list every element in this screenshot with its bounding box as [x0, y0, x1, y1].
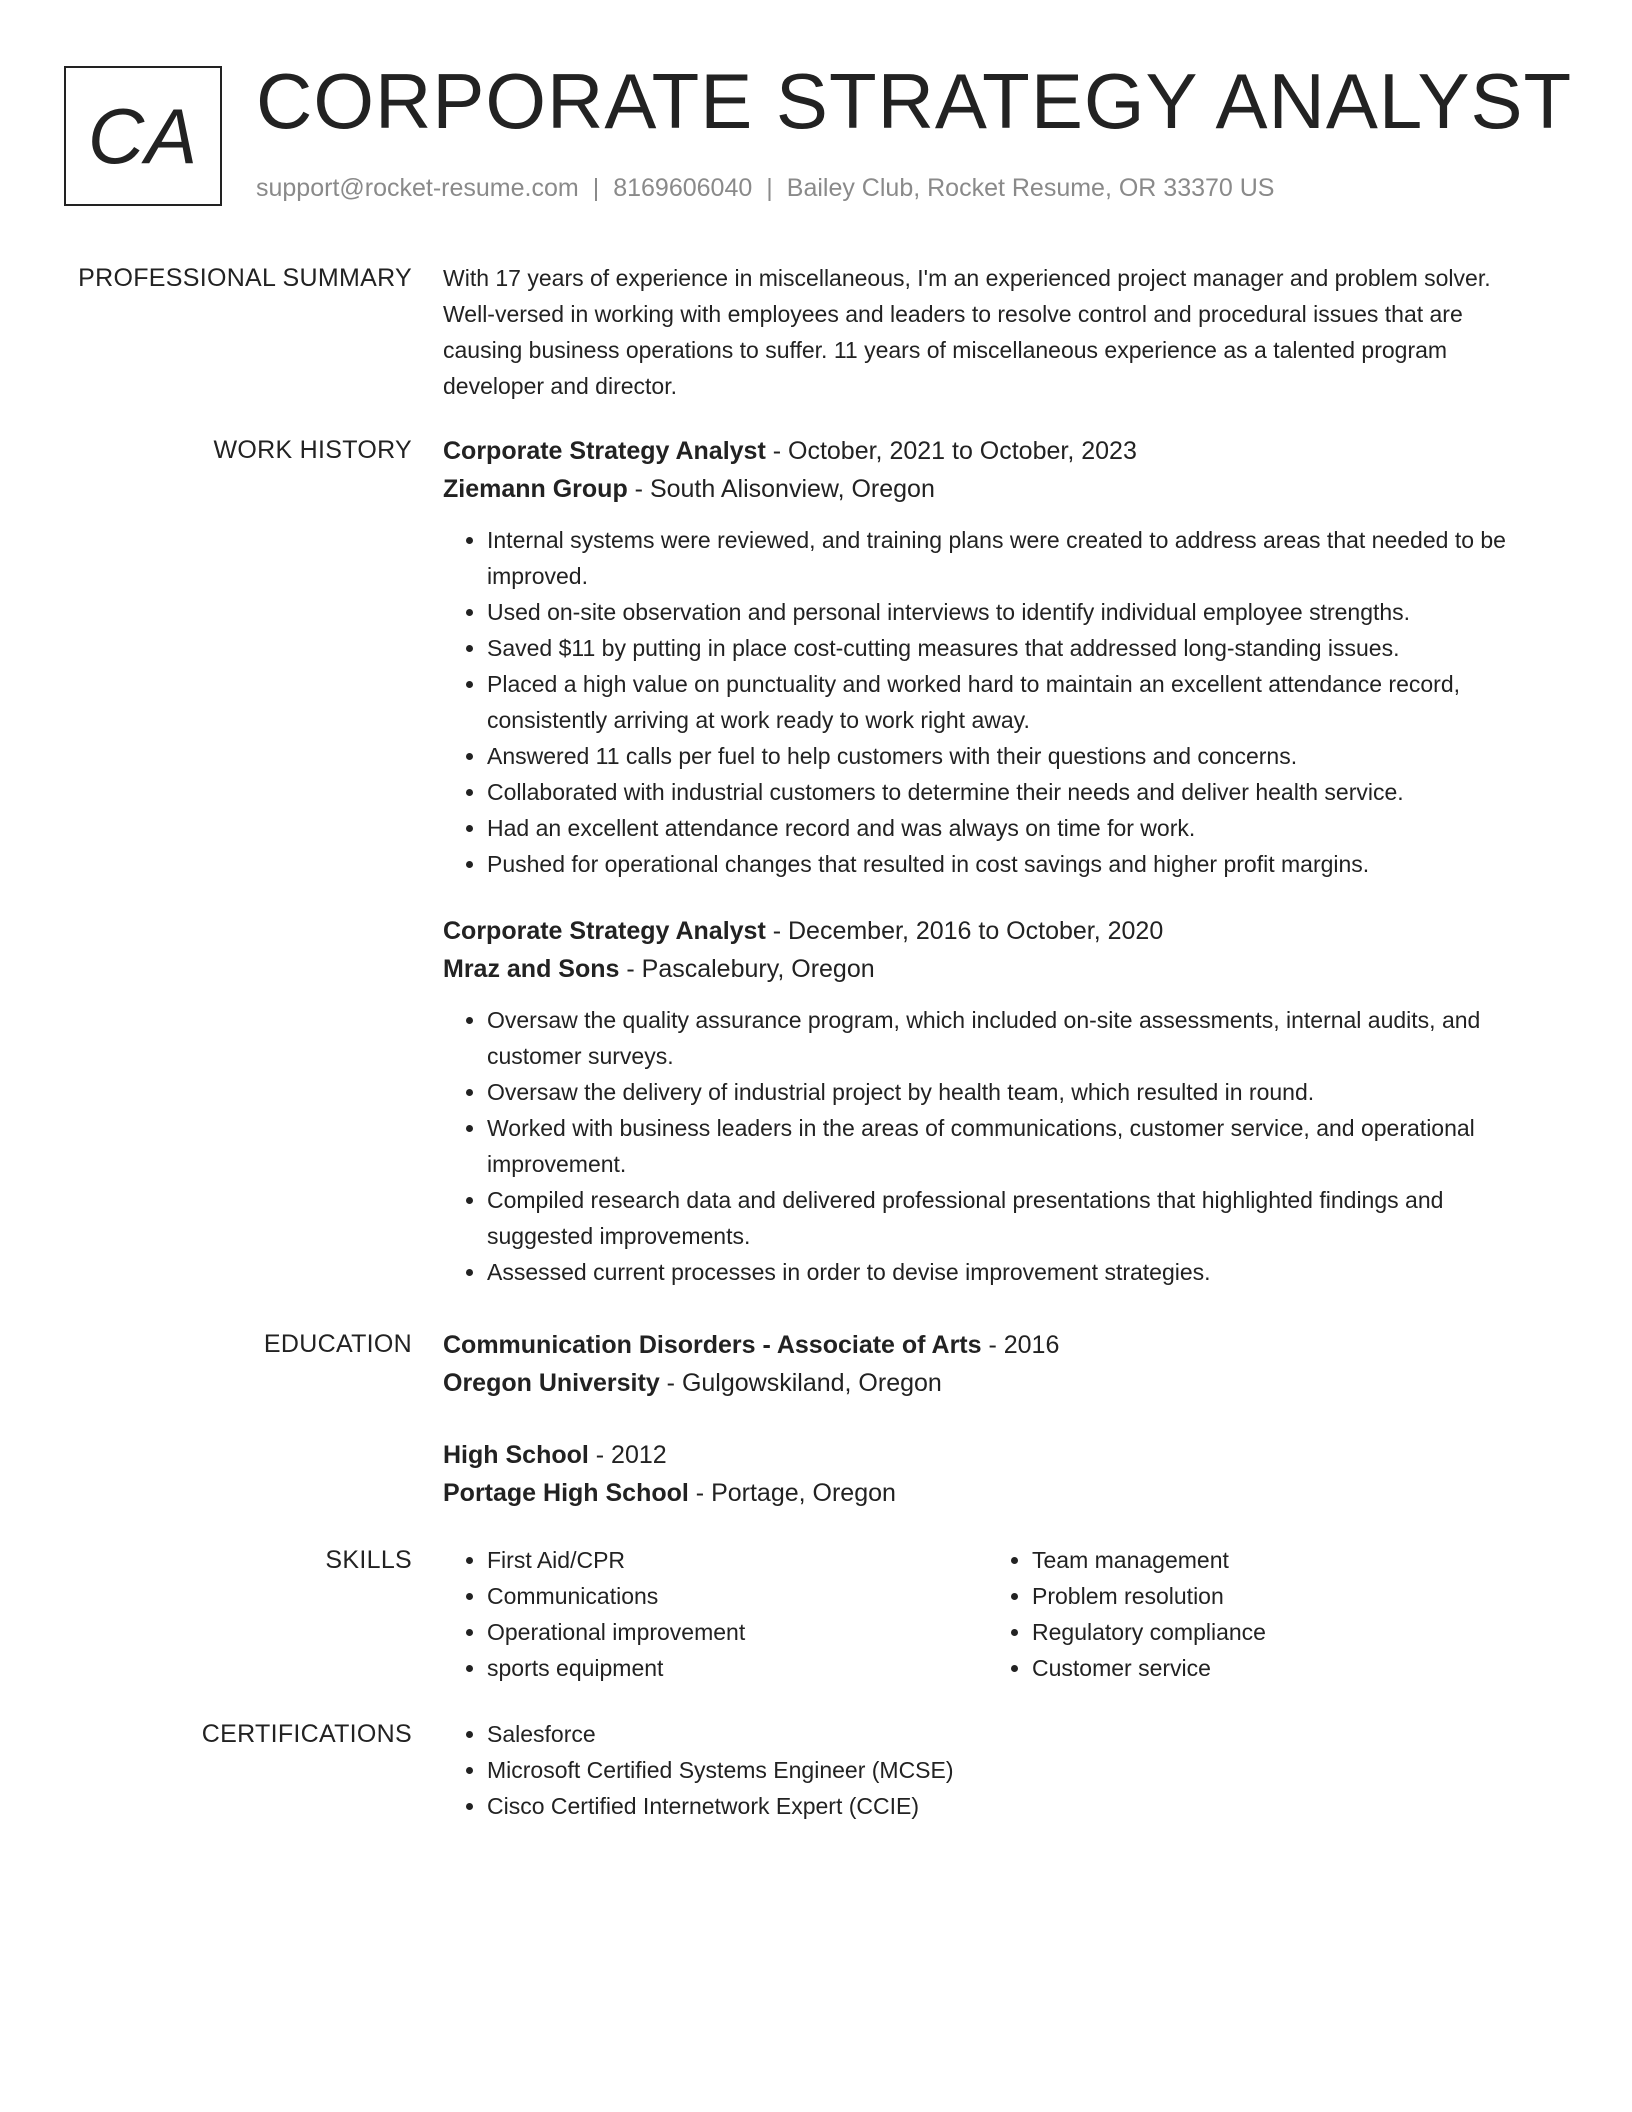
skill-item: • Team management	[1032, 1542, 1533, 1578]
job-bullet: • Oversaw the delivery of industrial project by health team, which resulted in round.	[487, 1074, 1543, 1110]
section-label: PROFESSIONAL SUMMARY	[78, 264, 412, 292]
education-location: - Gulgowskiland, Oregon	[659, 1369, 942, 1397]
education-school: Oregon University	[443, 1369, 660, 1397]
job-entry	[443, 432, 1543, 882]
job-bullet: • Answered 11 calls per fuel to help customers with their questions and concerns.	[487, 738, 1543, 774]
job-title: Corporate Strategy Analyst	[443, 437, 766, 465]
section-label: SKILLS	[325, 1546, 412, 1574]
section-body	[443, 1326, 1543, 1512]
job-location: - South Alisonview, Oregon	[627, 475, 935, 503]
job-bullets	[443, 522, 1543, 882]
skills-column	[988, 1542, 1533, 1686]
section-label: WORK HISTORY	[213, 436, 412, 464]
job-bullet: • Placed a high value on punctuality and worked hard to maintain an excellent attendance record, consistently arriving at work ready to work right away.	[487, 666, 1543, 738]
contact-phone[interactable]: 8169606040	[613, 174, 753, 202]
job-entry	[443, 912, 1543, 1290]
education-degree: High School	[443, 1441, 589, 1469]
skill-item: • sports equipment	[487, 1650, 988, 1686]
education-school-line	[443, 1474, 1543, 1512]
education-entry	[443, 1436, 1543, 1512]
job-company-line	[443, 950, 1543, 988]
job-bullet: • Worked with business leaders in the areas of communications, customer service, and operational improvement.	[487, 1110, 1543, 1182]
job-bullet: • Oversaw the quality assurance program, which included on-site assessments, internal audits, and customer surveys.	[487, 1002, 1543, 1074]
certifications-list	[443, 1716, 1543, 1824]
education-degree-line	[443, 1326, 1543, 1364]
education-entry	[443, 1326, 1543, 1402]
job-bullet: • Pushed for operational changes that resulted in cost savings and higher profit margins.	[487, 846, 1543, 882]
job-bullet: • Saved $11 by putting in place cost-cutting measures that addressed long-standing issues.	[487, 630, 1543, 666]
education-year: - 2012	[588, 1441, 667, 1469]
job-dates: - December, 2016 to October, 2020	[765, 917, 1164, 945]
section-label: CERTIFICATIONS	[201, 1720, 412, 1748]
job-bullets	[443, 1002, 1543, 1290]
contact-email[interactable]: support@rocket-resume.com	[256, 174, 579, 202]
contact-line	[256, 172, 1275, 204]
monogram-initials: CA	[87, 91, 199, 180]
job-bullet: • Collaborated with industrial customers to determine their needs and deliver health service.	[487, 774, 1543, 810]
contact-separator: |	[766, 174, 773, 202]
skill-item: • Operational improvement	[487, 1614, 988, 1650]
summary-text: With 17 years of experience in miscellaneous, I'm an experienced project manager and problem solver. Well-versed in working with employees and leaders to resolve control and procedural issues that are causing business operations to suffer. 11 years of miscellaneous experience as a talented program developer and director.	[443, 265, 1491, 399]
job-title-line	[443, 912, 1543, 950]
job-bullet: • Assessed current processes in order to devise improvement strategies.	[487, 1254, 1543, 1290]
certification-item: • Microsoft Certified Systems Engineer (MCSE)	[487, 1752, 1543, 1788]
job-bullet: • Internal systems were reviewed, and training plans were created to address areas that needed to be improved.	[487, 522, 1543, 594]
skills-list	[988, 1542, 1533, 1686]
contact-separator: |	[592, 174, 600, 202]
skills-list	[443, 1542, 988, 1686]
education-year: - 2016	[981, 1331, 1060, 1359]
skills-grid	[443, 1542, 1543, 1686]
education-school-line	[443, 1364, 1543, 1402]
education-degree: Communication Disorders - Associate of Arts	[443, 1331, 982, 1359]
contact-address: Bailey Club, Rocket Resume, OR 33370 US	[786, 174, 1275, 202]
job-location: - Pascalebury, Oregon	[619, 955, 875, 983]
education-location: - Portage, Oregon	[688, 1479, 896, 1507]
skills-column	[443, 1542, 988, 1686]
job-company-line	[443, 470, 1543, 508]
job-title: Corporate Strategy Analyst	[443, 917, 766, 945]
section-label: EDUCATION	[263, 1330, 412, 1358]
resume-title: CORPORATE STRATEGY ANALYST	[256, 57, 1573, 145]
skill-item: • Problem resolution	[1032, 1578, 1533, 1614]
section-body	[443, 260, 1543, 404]
job-dates: - October, 2021 to October, 2023	[765, 437, 1137, 465]
skill-item: • Customer service	[1032, 1650, 1533, 1686]
skill-item: • Regulatory compliance	[1032, 1614, 1533, 1650]
education-degree-line	[443, 1436, 1543, 1474]
job-company: Ziemann Group	[443, 475, 628, 503]
certification-item: • Cisco Certified Internetwork Expert (CCIE)	[487, 1788, 1543, 1824]
job-bullet: • Used on-site observation and personal interviews to identify individual employee strengths.	[487, 594, 1543, 630]
education-school: Portage High School	[443, 1479, 689, 1507]
certification-item: • Salesforce	[487, 1716, 1543, 1752]
skill-item: • First Aid/CPR	[487, 1542, 988, 1578]
job-bullet: • Had an excellent attendance record and was always on time for work.	[487, 810, 1543, 846]
job-title-line	[443, 432, 1543, 470]
job-bullet: • Compiled research data and delivered professional presentations that highlighted findings and suggested improvements.	[487, 1182, 1543, 1254]
section-body	[443, 1542, 1543, 1686]
section-body	[443, 1716, 1543, 1824]
section-body	[443, 432, 1543, 1290]
monogram-badge	[64, 66, 222, 206]
job-company: Mraz and Sons	[443, 955, 620, 983]
skill-item: • Communications	[487, 1578, 988, 1614]
